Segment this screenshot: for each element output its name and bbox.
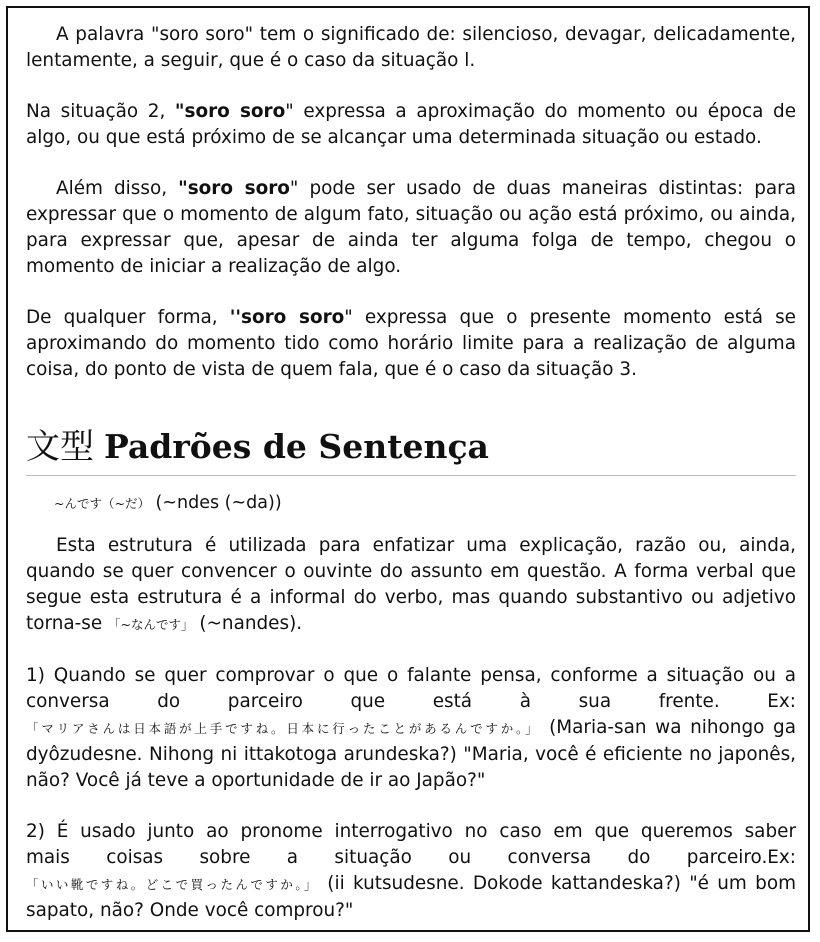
- explanation-japanese: 「~なんです」: [108, 617, 194, 632]
- paragraph-meaning-text: A palavra "soro soro" tem o significado de: silencioso, devagar, delicadamente, lentamente, a seguir, que é o caso da situação l.: [26, 24, 796, 71]
- section-heading: [26, 427, 796, 476]
- pattern-japanese: ~んです（~だ）: [54, 496, 150, 511]
- item-2-line-1: 2) É usado junto ao pronome interrogativo no caso em que queremos saber: [26, 821, 796, 842]
- pattern-label: [26, 490, 796, 517]
- item-1-example: [26, 715, 796, 794]
- paragraph-situation-2: [26, 99, 796, 151]
- pattern-romaji: (~ndes (~da)): [155, 493, 282, 513]
- paragraph-explanation: [26, 533, 796, 638]
- section-heading-title: Padrões de Sentença: [104, 427, 489, 466]
- item-2: [26, 819, 796, 924]
- explanation-text: Esta estrutura é utilizada para enfatizar uma explicação, razão ou, ainda, quando se quer convencer o ouvinte do assunto em questão. A forma verbal que segue esta estrutura é a informal do verbo, mas quando substantivo ou adjetivo torna-se: [26, 535, 796, 634]
- item-1-rest: (Maria-san wa nihongo ga dyôzudesne. Nihong ni ittakotoga arundeska?) "Maria, você é eficiente no japonês, não? Você já teve a oportunidade de ir ao Japão?": [26, 717, 796, 791]
- item-2-line-2: mais coisas sobre a situação ou conversa do parceiro.Ex:: [26, 847, 796, 868]
- item-1-line-1: 1) Quando se quer comprovar o que o falante pensa, conforme a situação ou a: [26, 665, 796, 686]
- item-1-line-2: conversa do parceiro que está à sua frente. Ex:: [26, 691, 796, 712]
- text-post: " expressa a aproximação do momento ou época de algo, ou que está próximo de se alcançar uma determinada situação ou estado.: [26, 101, 797, 148]
- text-bold-term: "soro soro: [174, 101, 286, 122]
- paragraph-situation-3: [26, 305, 796, 383]
- explanation-post: (~nandes).: [193, 613, 303, 634]
- item-2-example: [26, 871, 796, 924]
- text-bold-term: "soro soro: [178, 178, 290, 199]
- item-1-japanese: 「マリアさんは日本語が上手ですね。日本に行ったことがあるんですか。」: [26, 721, 541, 736]
- text-pre: Na situação 2,: [26, 101, 175, 122]
- section-heading-kanji: 文型: [26, 427, 94, 467]
- paragraph-two-ways: [26, 176, 796, 280]
- text-post: " pode ser usado de duas maneiras distintas: para expressar que o momento de algum fato, situação ou ação está próximo, ou ainda, para expressar que, apesar de ainda ter alguma folga de tempo, chegou o momento de iniciar a realização de algo.: [26, 178, 797, 277]
- item-2-rest: (ii kutsudesne. Dokode kattandeska?) "é um bom sapato, não? Onde você comprou?": [26, 873, 796, 921]
- item-1: [26, 663, 796, 794]
- text-post: " expressa que o presente momento está se aproximando do momento tido como horário limite para a realização de alguma coisa, do ponto de vista de quem fala, que é o caso da situação 3.: [26, 307, 796, 380]
- text-pre: Além disso,: [56, 178, 179, 199]
- text-pre: De qualquer forma,: [26, 307, 230, 328]
- item-2-japanese: 「いい靴ですね。どこで買ったんですか。」: [26, 877, 319, 892]
- document-body: [26, 22, 796, 924]
- text-bold-term: ''soro soro: [229, 307, 345, 328]
- paragraph-meaning: [26, 22, 796, 74]
